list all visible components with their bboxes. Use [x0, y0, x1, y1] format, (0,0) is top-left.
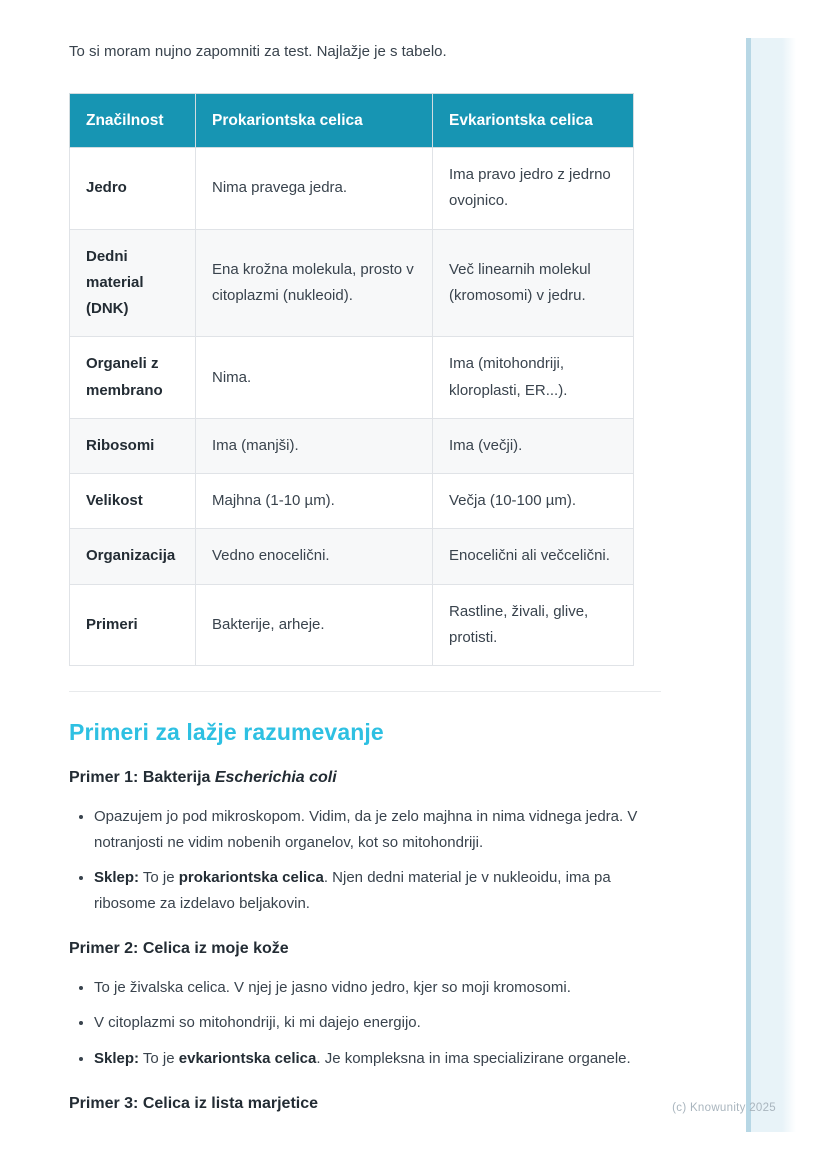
table-row	[70, 418, 634, 473]
text-segment: prokariontska celica	[178, 869, 324, 887]
eukaryote-cell: Ima (večji).	[433, 418, 634, 473]
document-content	[69, 42, 661, 1115]
example-section	[69, 938, 661, 1072]
examples-heading: Primeri za lažje razumevanje	[69, 719, 384, 746]
table-row	[70, 148, 634, 230]
prokaryote-cell: Nima.	[196, 337, 433, 419]
table-row	[70, 337, 634, 419]
text-segment: To je	[139, 869, 179, 887]
page-edge-decoration	[746, 38, 796, 1132]
table-row	[70, 474, 634, 529]
feature-cell: Ribosomi	[70, 418, 196, 473]
eukaryote-cell: Več linearnih molekul (kromosomi) v jedru.	[433, 229, 634, 337]
eukaryote-cell: Rastline, živali, glive, protisti.	[433, 584, 634, 666]
table-row	[70, 584, 634, 666]
bullet-item	[94, 865, 661, 917]
eukaryote-cell: Ima pravo jedro z jedrno ovojnico.	[433, 148, 634, 230]
text-segment: Escherichia coli	[214, 769, 337, 787]
eukaryote-cell: Ima (mitohondriji, kloroplasti, ER...).	[433, 337, 634, 419]
text-segment: Sklep:	[94, 1050, 140, 1068]
prokaryote-cell: Ena krožna molekula, prosto v citoplazmi (nukleoid).	[196, 229, 433, 337]
example-heading	[69, 767, 661, 789]
section-divider	[69, 691, 661, 692]
text-segment: evkariontska celica	[178, 1050, 317, 1068]
text-segment: Primer 3: Celica iz lista marjetice	[69, 1094, 319, 1112]
text-segment: Primer 1: Bakterija	[69, 769, 215, 787]
bullet-list	[69, 804, 661, 917]
feature-cell: Velikost	[70, 474, 196, 529]
table-header-cell: Značilnost	[70, 93, 196, 148]
prokaryote-cell: Ima (manjši).	[196, 418, 433, 473]
text-segment: . Njen dedni material je v nukleoidu, ima pa ribosome za izdelavo beljakovin.	[94, 869, 611, 913]
eukaryote-cell: Enocelični ali večcelični.	[433, 529, 634, 584]
bullet-item	[94, 1010, 661, 1036]
text-segment: Sklep:	[94, 869, 140, 887]
copyright-watermark: (c) Knowunity 2025	[672, 1102, 776, 1114]
prokaryote-cell: Nima pravega jedra.	[196, 148, 433, 230]
feature-cell: Primeri	[70, 584, 196, 666]
table-row	[70, 529, 634, 584]
example-section	[69, 1093, 661, 1115]
feature-cell: Jedro	[70, 148, 196, 230]
text-segment: . Je kompleksna in ima specializirane organele.	[316, 1050, 631, 1068]
text-segment: Opazujem jo pod mikroskopom. Vidim, da je zelo majhna in nima vidnega jedra. V notranjosti ne vidim nobenih organelov, kot so mitohondriji.	[94, 807, 638, 851]
bullet-item	[94, 975, 661, 1001]
example-heading	[69, 938, 661, 960]
bullet-item	[94, 804, 661, 856]
feature-cell: Organizacija	[70, 529, 196, 584]
feature-cell: Organeli z membrano	[70, 337, 196, 419]
examples-sections	[69, 767, 661, 1114]
bullet-item	[94, 1046, 661, 1072]
table-header-cell: Prokariontska celica	[196, 93, 433, 148]
eukaryote-cell: Večja (10-100 µm).	[433, 474, 634, 529]
prokaryote-cell: Majhna (1-10 µm).	[196, 474, 433, 529]
example-section	[69, 767, 661, 917]
comparison-table	[69, 93, 634, 667]
text-segment: V citoplazmi so mitohondriji, ki mi dajejo energijo.	[94, 1014, 421, 1032]
bullet-list	[69, 975, 661, 1072]
prokaryote-cell: Vedno enocelični.	[196, 529, 433, 584]
text-segment: To je	[139, 1050, 179, 1068]
intro-paragraph: To si moram nujno zapomniti za test. Najlažje je s tabelo.	[69, 43, 447, 60]
example-heading	[69, 1093, 661, 1115]
text-segment: To je živalska celica. V njej je jasno vidno jedro, kjer so moji kromosomi.	[94, 978, 571, 996]
text-segment: Primer 2: Celica iz moje kože	[69, 939, 289, 957]
prokaryote-cell: Bakterije, arheje.	[196, 584, 433, 666]
feature-cell: Dedni material (DNK)	[70, 229, 196, 337]
table-header-cell: Evkariontska celica	[433, 93, 634, 148]
table-row	[70, 229, 634, 337]
table-header-row	[70, 93, 634, 148]
